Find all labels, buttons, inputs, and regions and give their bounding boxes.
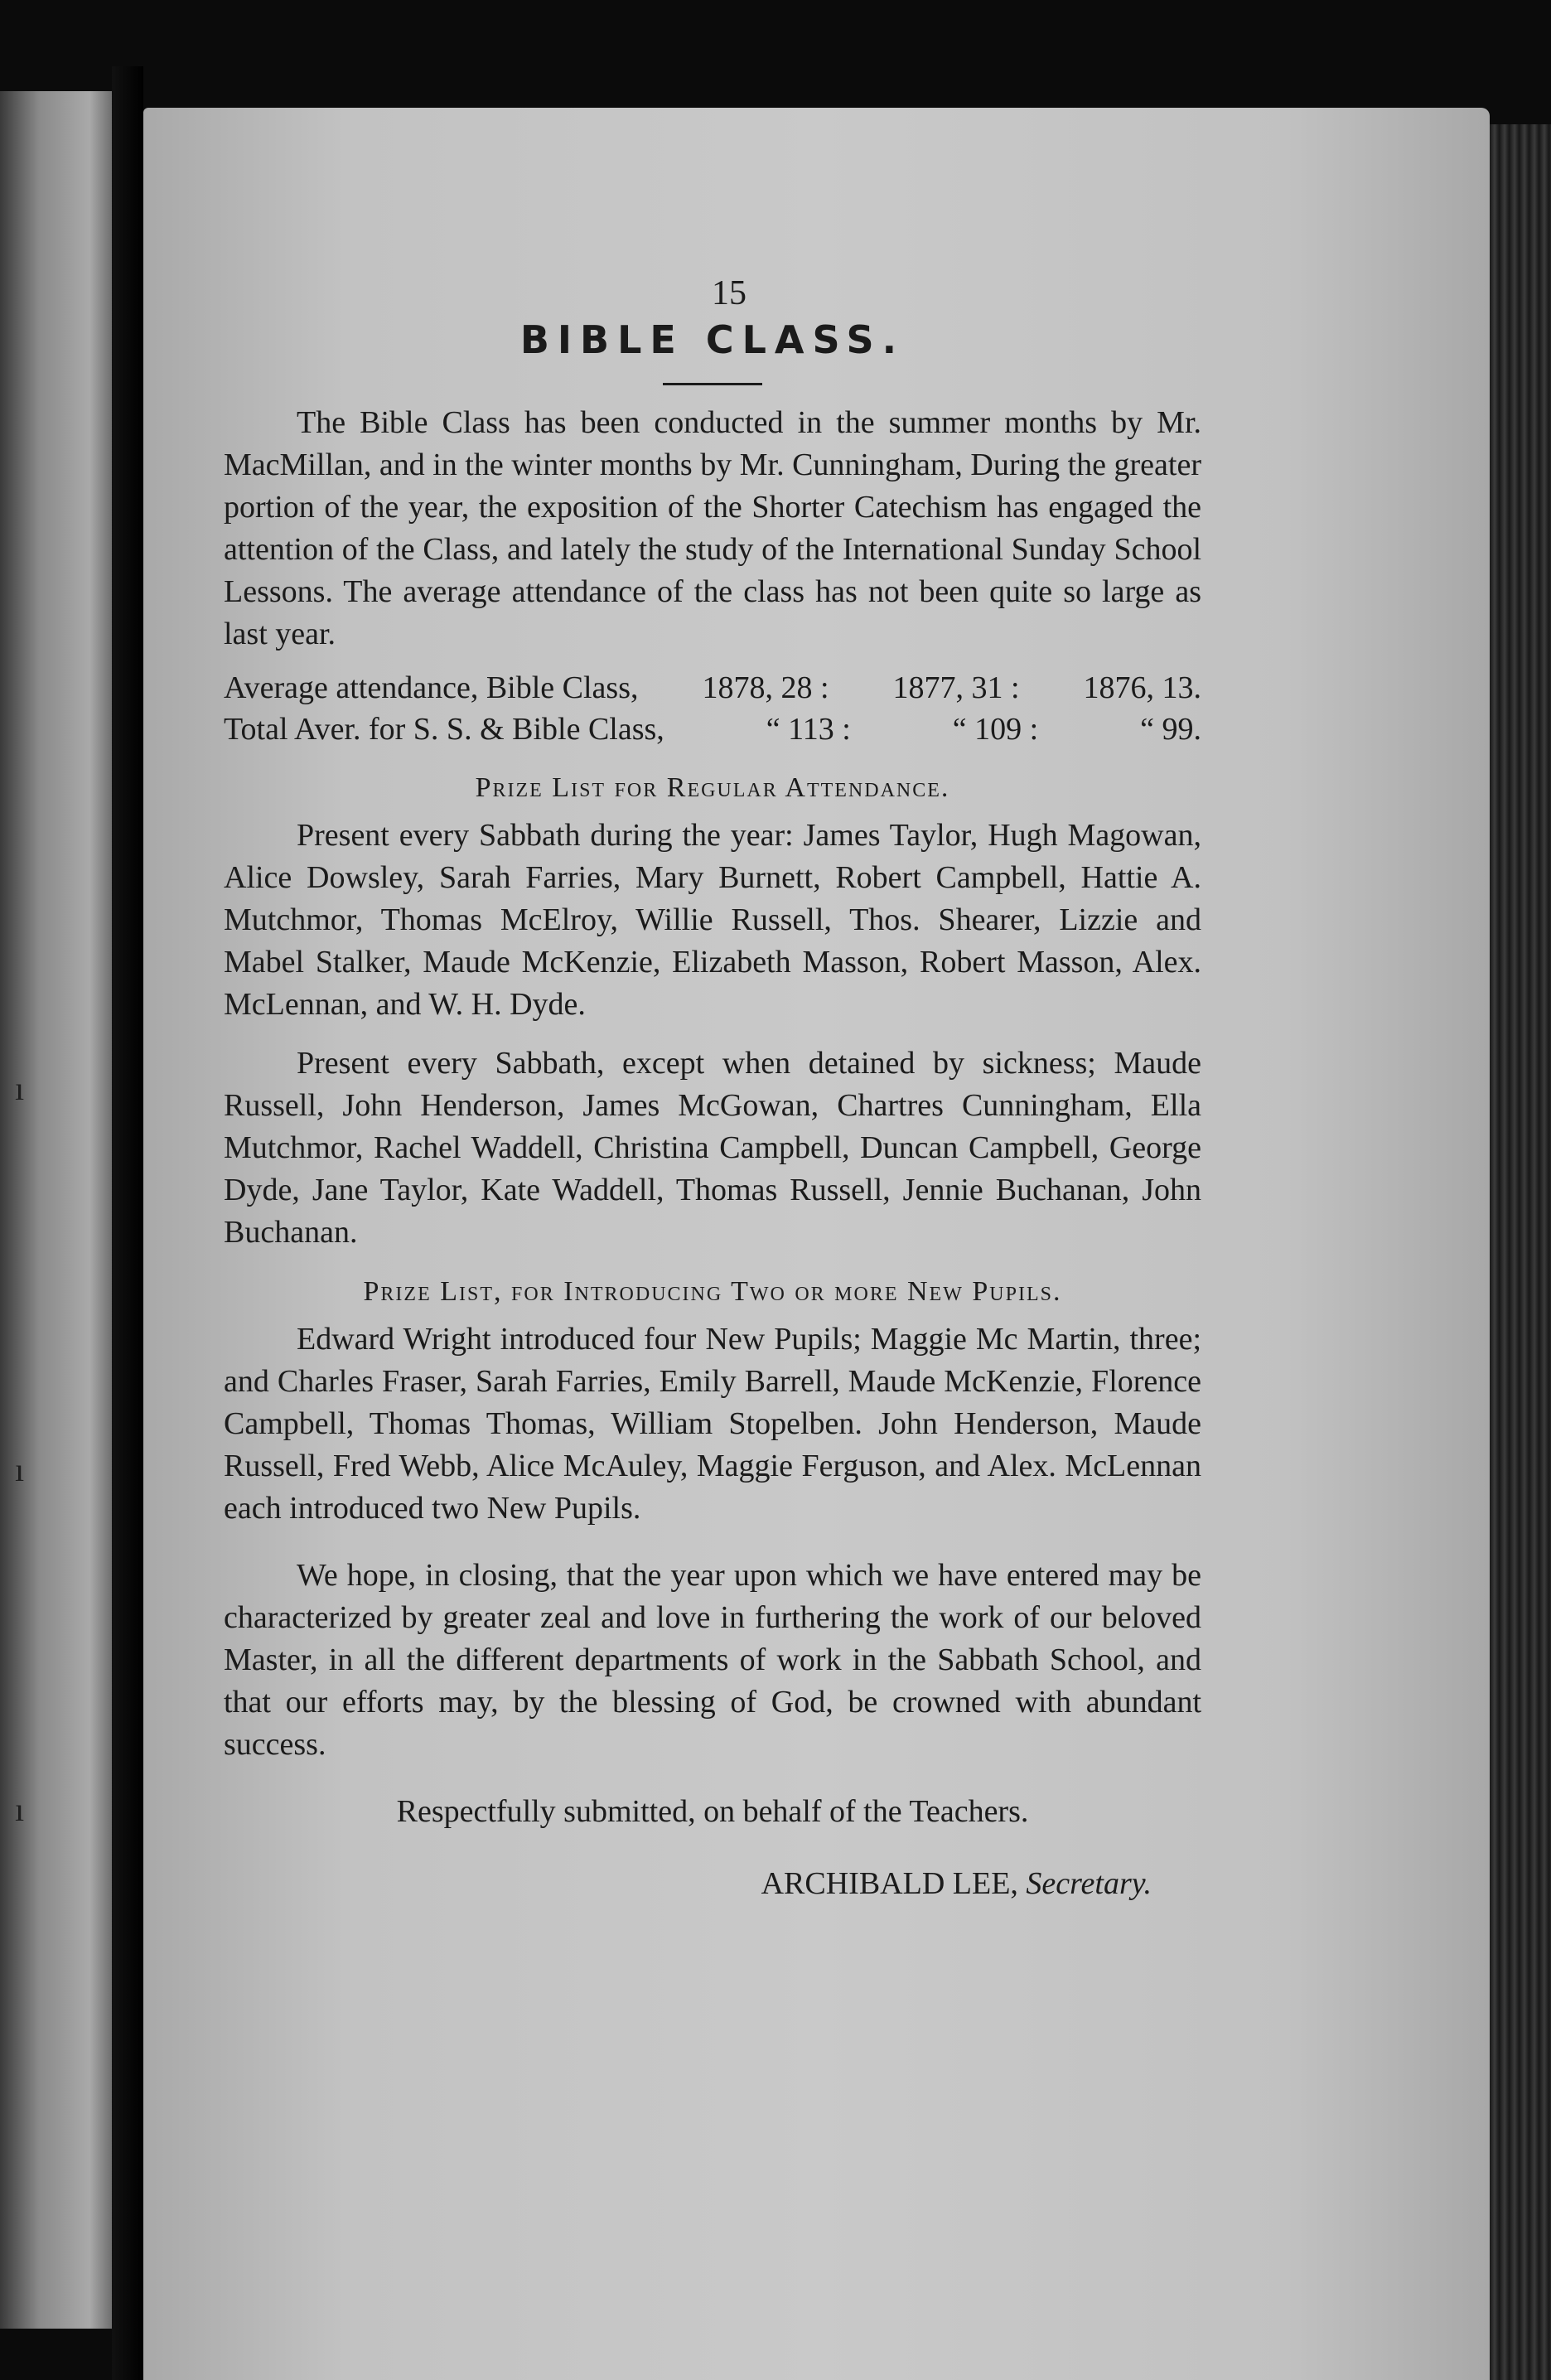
prize-attendance-heading: Prize List for Regular Attendance. xyxy=(475,772,950,803)
attendance-label: Average attendance, Bible Class, xyxy=(224,670,639,705)
page-text xyxy=(224,273,1201,1905)
intro-paragraph: The Bible Class has been conducted in the summer months by Mr. MacMillan, and in the winter months by Mr. Cunningham, During the greater portion of the year, the exposition of the Shorter Catechism has engaged the attention of the Class, and lately the study of the International Sunday School Lessons. The average attendance of the class has not been quite so large as last year. xyxy=(224,405,1201,651)
prize-attendance-sickness-paragraph: Present every Sabbath, except when detained by sickness; Maude Russell, John Henderson, James McGowan, Chartres Cunningham, Ella Mutchmor, Rachel Waddell, Christina Campbell, Duncan Campbell, George Dyde, Jane Taylor, Kate Waddell, Thomas Russell, Jennie Buchanan, John Buchanan. xyxy=(224,1046,1201,1250)
signature xyxy=(224,1863,1152,1905)
attendance-row-bible-class xyxy=(224,667,1201,709)
attendance-value: “ 113 : xyxy=(766,712,851,747)
attendance-value: 1876, 13. xyxy=(1083,670,1201,705)
attendance-label: Total Aver. for S. S. & Bible Class, xyxy=(224,712,664,747)
attendance-value: 1877, 31 : xyxy=(892,670,1020,705)
previous-page-edge xyxy=(0,91,112,2329)
ink-mark: ı xyxy=(15,1451,25,1488)
signature-name: ARCHIBALD LEE, xyxy=(761,1866,1018,1901)
attendance-value: “ 109 : xyxy=(952,712,1039,747)
closing-paragraph: We hope, in closing, that the year upon which we have entered may be characterized by greater zeal and love in furthering the work of our beloved Master, in all the different departments of work in the Sabbath School, and that our efforts may, by the blessing of God, be crowned with abundant success. xyxy=(224,1558,1201,1762)
ink-mark: ı xyxy=(15,1070,25,1107)
prize-new-pupils-paragraph: Edward Wright introduced four New Pupils; Maggie Mc Martin, three; and Charles Fraser, Sarah Farries, Emily Barrell, Maude McKenzie, Florence Campbell, Thomas Thomas, William Stopelben. John Henderson, Maude Russell, Fred Webb, Alice McAuley, Maggie Ferguson, and Alex. McLennan each introduced two New Pupils. xyxy=(224,1322,1201,1526)
page-number: 15 xyxy=(712,274,747,312)
section-title: BIBLE CLASS. xyxy=(519,317,906,362)
attendance-value: 1878, 28 : xyxy=(702,670,829,705)
submission-line: Respectfully submitted, on behalf of the Teachers. xyxy=(396,1794,1029,1829)
ink-mark: ı xyxy=(15,1791,25,1828)
attendance-row-total xyxy=(224,709,1201,750)
prize-new-pupils-heading: Prize List, for Introducing Two or more New Pupils. xyxy=(363,1276,1062,1307)
page-stack-edge xyxy=(1490,124,1551,2380)
book-gutter xyxy=(112,66,143,2380)
prize-attendance-paragraph: Present every Sabbath during the year: James Taylor, Hugh Magowan, Alice Dowsley, Sarah Farries, Mary Burnett, Robert Campbell, Hattie A. Mutchmor, Thomas McElroy, Willie Russell, Thos. Shearer, Lizzie and Mabel Stalker, Maude McKenzie, Elizabeth Masson, Robert Masson, Alex. McLennan, and W. H. Dyde. xyxy=(224,818,1201,1022)
attendance-value: “ 99. xyxy=(1140,712,1201,747)
title-rule xyxy=(663,383,762,385)
signature-role: Secretary. xyxy=(1026,1866,1152,1901)
